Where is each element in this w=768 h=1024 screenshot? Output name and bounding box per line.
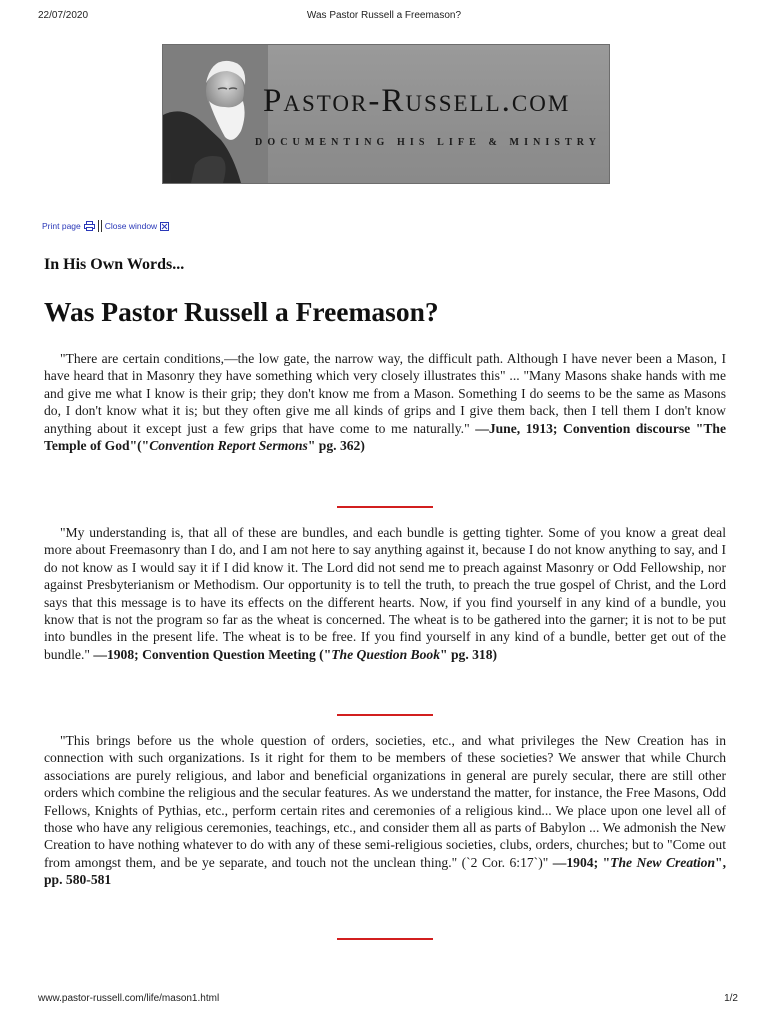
quote-2 [44, 524, 726, 663]
divider-3 [337, 938, 433, 940]
print-page-link[interactable] [42, 221, 95, 231]
site-banner[interactable] [162, 44, 610, 184]
page-number: 1/2 [724, 993, 738, 1004]
quote-1-text: "There are certain conditions,—the low gate, the narrow way, the difficult path. Although I have never been a Mason, I have heard that in Masonry they have something which very closely illustrates this" ... "Many Masons shake hands with me and give me what I know is their grip; they don't know me from a Mason. Something I do seems to be the same as Masons do, I don't know what it is; but they often give me all kinds of grips and I give them back, then I tell them I don't know anything about it except just a few grips that have come to me naturally." [44, 351, 726, 436]
quote-3-source-a: —1904; " [552, 854, 611, 870]
quote-2-text: "My understanding is, that all of these are bundles, and each bundle is getting tighter. Some of you know a great deal more about Freemasonry than I do, and I am not here to say anything against it, because I do not know anything to say, and I do not know as I would say it if I did know it. The Lord did not send me to preach against Masonry or Odd Fellowship, nor against Presbyterianism or Methodism. Our opportunity is to tell the truth, to preach the true gospel of Christ, and the Lord says that this message is to have its effects on the different hearts. Now, if you find yourself in any kind of a bundle, you know that is not the program so far as the wheat is concerned. The wheat is to be gathered into the garner; it is not to be put into bundles in the present life. The wheat is to be free. If you find yourself in any kind of a bundle, better get out of the bundle." [44, 525, 726, 662]
quote-1-source-a: —June, 1913; Convention discourse "The Temple of God"(" [44, 420, 727, 454]
close-window-link[interactable] [105, 221, 169, 231]
section-kicker: In His Own Words... [44, 256, 185, 273]
quote-2-source [93, 647, 497, 662]
quote-2-source-b: " pg. 318) [440, 646, 498, 662]
quote-1-source-b: " pg. 362) [307, 438, 365, 454]
print-page-label: Print page [42, 221, 81, 231]
portrait-image [163, 45, 268, 183]
print-header [0, 6, 768, 22]
quote-3 [44, 732, 726, 889]
quote-3-source-b: ", pp. 580-581 [44, 854, 726, 888]
quote-2-source-a: —1908; Convention Question Meeting (" [93, 646, 332, 662]
divider-1 [337, 506, 433, 508]
quote-2-source-title: The Question Book [331, 646, 441, 662]
page-url: www.pastor-russell.com/life/mason1.html [38, 993, 220, 1004]
quote-3-source-title: The New Creation [610, 854, 716, 870]
quote-3-text: "This brings before us the whole question of orders, societies, etc., and what privileges the New Creation has in connection with such organizations. Is it right for them to be members of these societies? We answer that while Church associations are purely religious, and labor and beneficial organizations in general are purely secular, there are still other orders which combine the religious and the secular features. As we understand the matter, for instance, the Free Masons, Odd Fellows, Knights of Pythias, etc., perform certain rites and ceremonies of a religious kind... We place upon one level all of those who have any religious ceremonies, teachings, etc., and consider them all as parts of Babylon ... We admonish the New Creation to have nothing whatever to do with any of these semi-religious societies, clubs, orders, churches; but to "Come out from amongst them, and be ye separate, and touch not the unclean thing." (`2 Cor. 6:17`)" [44, 733, 726, 870]
site-name: Pastor-Russell.com [263, 83, 571, 119]
quote-1-source-title: Convention Report Sermons [149, 438, 308, 454]
quote-1 [44, 350, 726, 454]
page-title: Was Pastor Russell a Freemason? [44, 296, 439, 327]
site-tagline: DOCUMENTING HIS LIFE & MINISTRY [255, 137, 602, 148]
print-date: 22/07/2020 [38, 10, 89, 21]
printer-icon [84, 221, 95, 231]
link-separator [98, 220, 102, 232]
page-actions [42, 219, 169, 233]
close-icon [160, 222, 169, 231]
close-window-label: Close window [104, 221, 158, 231]
print-title: Was Pastor Russell a Freemason? [306, 10, 462, 21]
divider-2 [337, 714, 433, 716]
